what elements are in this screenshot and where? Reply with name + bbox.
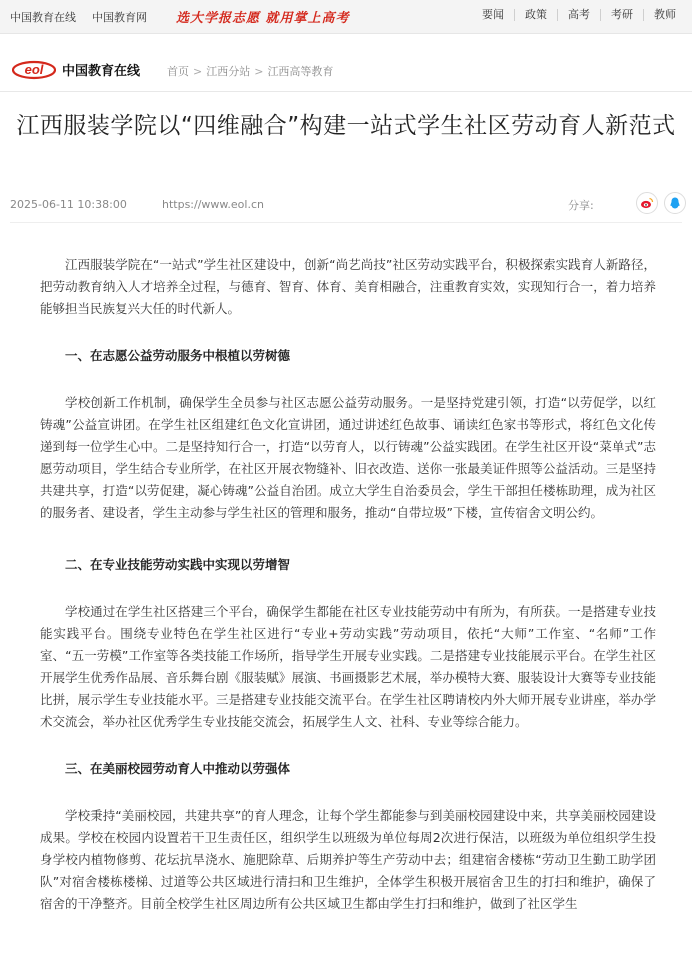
section-heading: 三、在美丽校园劳动育人中推动以劳强体	[65, 761, 291, 776]
header-divider	[0, 91, 692, 92]
qq-icon	[668, 196, 682, 210]
meta-divider	[10, 222, 682, 223]
breadcrumb-home[interactable]: 首页	[167, 65, 189, 78]
section-heading: 二、在专业技能劳动实践中实现以劳增智	[65, 557, 291, 572]
breadcrumb-separator: >	[193, 65, 203, 78]
article-title: 江西服装学院以“四维融合”构建一站式学生社区劳动育人新范式	[16, 113, 676, 139]
section-paragraph: 学校创新工作机制，确保学生全员参与社区志愿公益劳动服务。一是坚持党建引领，打造“以劳促学，以红铸魂”公益宣讲团。在学生社区组建红色文化宣讲团，通过讲述红色故事、诵读红色家书等形式，将红色文化传递到每一位学生心中。二是坚持知行合一，打造“以劳育人，以行铸魂”公益实践团。在学生社区开设“菜单式”志愿劳动项目，学生结合专业所学，在社区开展衣物缝补、旧衣改造、送你一张最美证件照等公益活动。三是坚持共建共享，打造“以劳促建，凝心铸魂”公益自治团。成立大学生自治委员会，学生干部担任楼栋助理，成为社区的服务者、建设者，学生主动参与学生社区的管理和服务，推动“自带垃圾”下楼，宣传宿舍文明公约。	[40, 395, 656, 520]
top-link-eduweb[interactable]: 中国教育网	[92, 11, 147, 24]
section-paragraph: 学校通过在学生社区搭建三个平台，确保学生都能在社区专业技能劳动中有所为，有所获。一是搭建专业技能实践平台。围绕专业特色在学生社区进行“专业+劳动实践”劳动项目，依托“大师”工作室、“名师”工作室、“五一劳模”工作室等各类技能工作场所，指导学生开展专业实践。二是搭建专业技能展示平台。在学生社区开展学生优秀作品展、音乐舞台剧《服装赋》展演、书画摄影艺术展，举办模特大赛、服装设计大赛等专业技能比拼，展示学生专业技能水平。三是搭建专业技能交流平台。在学生社区聘请校内外大师开展专业讲座，举办学术交流会，举办社区优秀学生专业技能交流会，拓展学生人文、社科、专业等综合能力。	[40, 604, 656, 729]
top-bar	[0, 0, 692, 34]
top-link-eol[interactable]: 中国教育在线	[10, 11, 76, 24]
nav-item-kaoyan[interactable]: 考研	[600, 9, 643, 21]
promo-slogan[interactable]: 选大学报志愿 就用掌上高考	[176, 11, 350, 26]
logo-text: eol	[24, 62, 44, 77]
nav-item-teacher[interactable]: 教师	[643, 9, 686, 21]
section-paragraph: 学校秉持“美丽校园，共建共享”的育人理念，让每个学生都能参与到美丽校园建设中来，共享美丽校园建设成果。学校在校园内设置若干卫生责任区，组织学生以班级为单位每周2次进行保洁，以班级为单位组织学生投身学校内植物修剪、花坛抗旱浇水、施肥除草、后期养护等生产劳动中去；组建宿舍楼栋“劳动卫生勤工助学团队”对宿舍楼栋楼梯、过道等公共区域进行清扫和卫生维护，全体学生积极开展宿舍卫生的打扫和维护，确保了宿舍的干净整齐。目前全校学生社区周边所有公共区域卫生都由学生打扫和维护，做到了社区学生	[40, 808, 656, 911]
breadcrumb-jiangxi[interactable]: 江西分站	[206, 65, 251, 78]
site-name: 中国教育在线	[62, 63, 141, 79]
nav-item-policy[interactable]: 政策	[514, 9, 557, 21]
share-qq-button[interactable]	[664, 192, 686, 214]
site-logo[interactable]	[12, 58, 152, 80]
breadcrumb-higher-edu[interactable]: 江西高等教育	[267, 65, 334, 78]
breadcrumb-separator: >	[254, 65, 264, 78]
article-body	[40, 254, 656, 915]
breadcrumb	[167, 63, 333, 79]
source-url[interactable]: https://www.eol.cn	[162, 198, 264, 211]
top-nav	[472, 9, 686, 21]
article-intro: 江西服装学院在“一站式”学生社区建设中，创新“尚艺尚技”社区劳动实践平台，积极探索实践育人新路径，把劳动教育纳入人才培养全过程，与德育、智育、体育、美育相融合，注重教育实效，实现知行合一，着力培养能够担当民族复兴大任的时代新人。	[40, 257, 656, 316]
section-heading: 一、在志愿公益劳动服务中根植以劳树德	[65, 348, 291, 363]
nav-item-gaokao[interactable]: 高考	[557, 9, 600, 21]
nav-item-news[interactable]: 要闻	[482, 8, 504, 21]
eol-logo-icon	[12, 58, 56, 80]
weibo-icon	[640, 196, 654, 210]
publish-date: 2025-06-11 10:38:00	[10, 198, 127, 211]
share-weibo-button[interactable]	[636, 192, 658, 214]
share-label: 分享:	[568, 199, 594, 212]
